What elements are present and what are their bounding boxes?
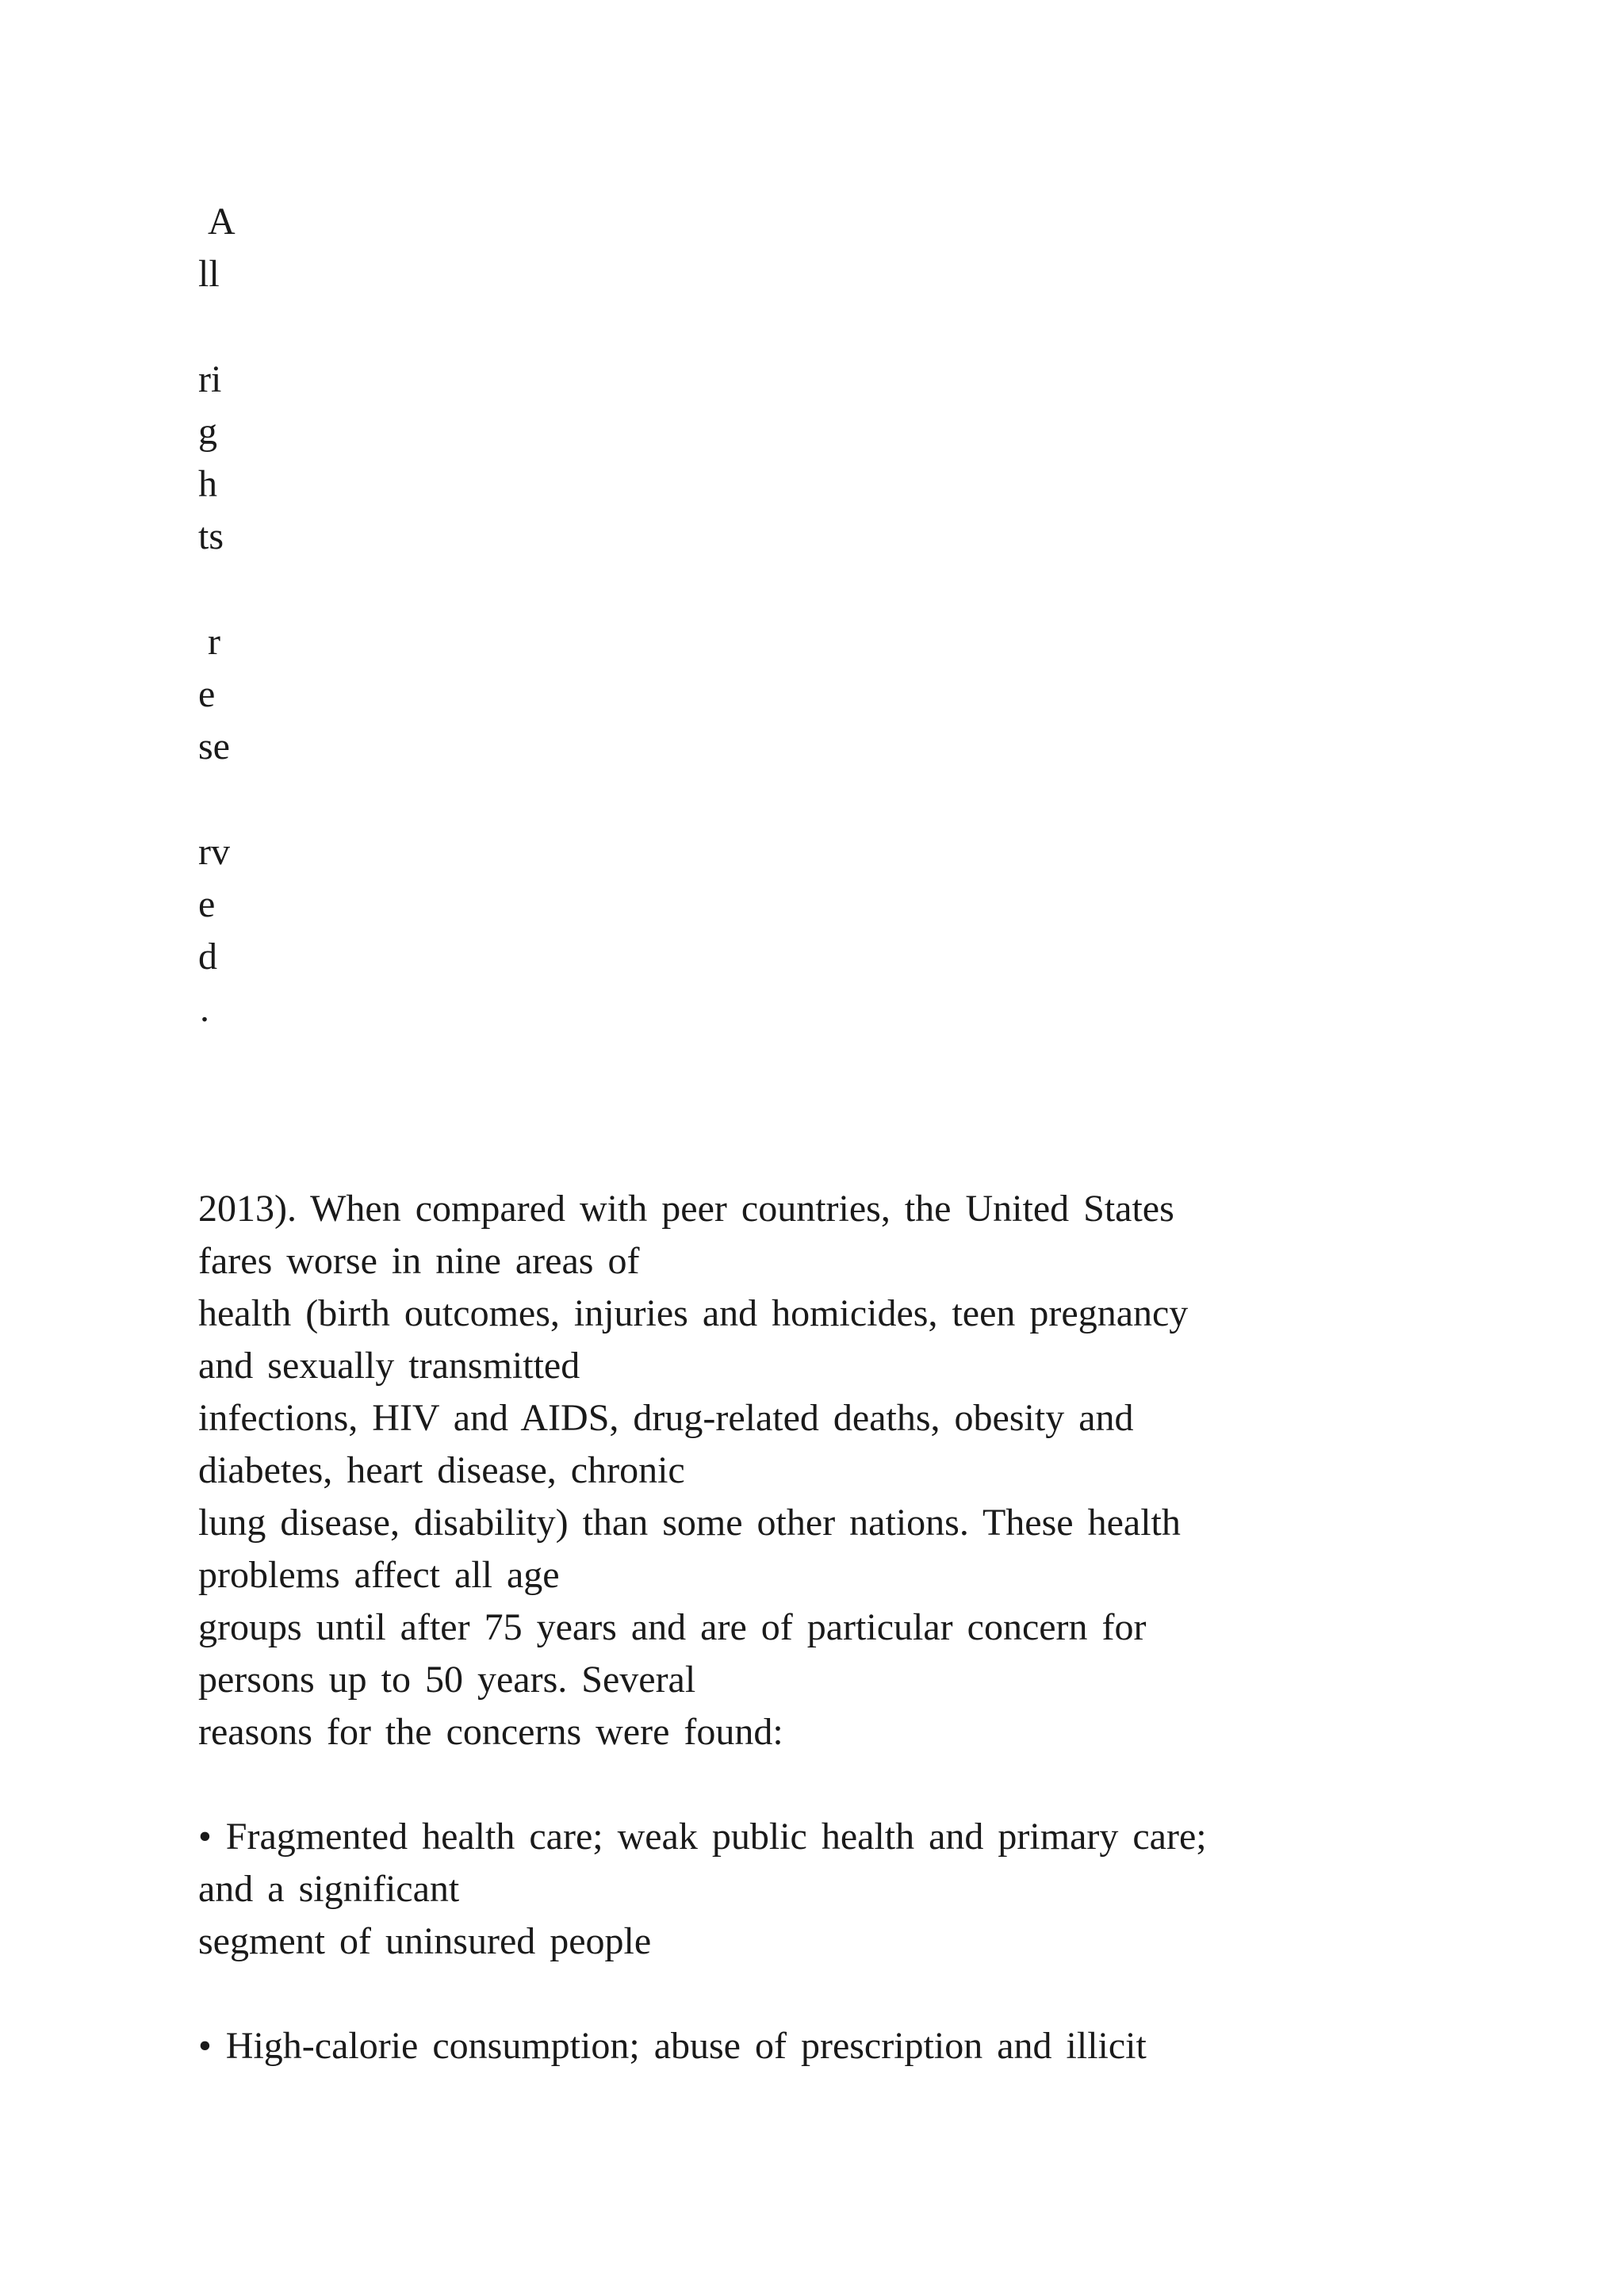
- text-line: 2013). When compared with peer countries, the United States: [198, 1188, 1174, 1230]
- watermark-fragment: se: [198, 725, 230, 767]
- text-line: and sexually transmitted: [198, 1345, 580, 1387]
- text-line: health (birth outcomes, injuries and homicides, teen pregnancy: [198, 1292, 1189, 1334]
- text-line: persons up to 50 years. Several: [198, 1659, 696, 1701]
- watermark-fragment: g: [198, 411, 217, 453]
- text-line: fares worse in nine areas of: [198, 1240, 640, 1282]
- watermark-fragment: .: [200, 988, 209, 1030]
- text-line: lung disease, disability) than some other nations. These health: [198, 1502, 1181, 1544]
- text-line: and a significant: [198, 1868, 460, 1910]
- watermark-fragment: ll: [198, 253, 220, 295]
- text-line: reasons for the concerns were found:: [198, 1711, 783, 1753]
- body-text: [198, 1183, 1483, 2072]
- watermark-fragment: h: [198, 463, 217, 505]
- text-line: groups until after 75 years and are of particular concern for: [198, 1606, 1147, 1648]
- text-line: segment of uninsured people: [198, 1920, 652, 1962]
- blank-line: [198, 1968, 1483, 2020]
- watermark-fragment: A: [208, 201, 236, 243]
- watermark-fragment: e: [198, 673, 216, 715]
- watermark-fragment: ts: [198, 515, 224, 557]
- watermark-fragment: ri: [198, 358, 222, 400]
- watermark-fragment: e: [198, 883, 216, 925]
- watermark-fragment: r: [208, 621, 220, 663]
- text-line: infections, HIV and AIDS, drug-related deaths, obesity and: [198, 1397, 1134, 1439]
- text-line: diabetes, heart disease, chronic: [198, 1449, 685, 1491]
- blank-line: [198, 1758, 1483, 1811]
- bullet-line: • Fragmented health care; weak public health and primary care;: [198, 1816, 1207, 1858]
- text-line: problems affect all age: [198, 1554, 560, 1596]
- watermark-fragment: d: [198, 936, 217, 978]
- watermark-fragment: rv: [198, 831, 230, 873]
- bullet-line: • High-calorie consumption; abuse of prescription and illicit: [198, 2025, 1147, 2067]
